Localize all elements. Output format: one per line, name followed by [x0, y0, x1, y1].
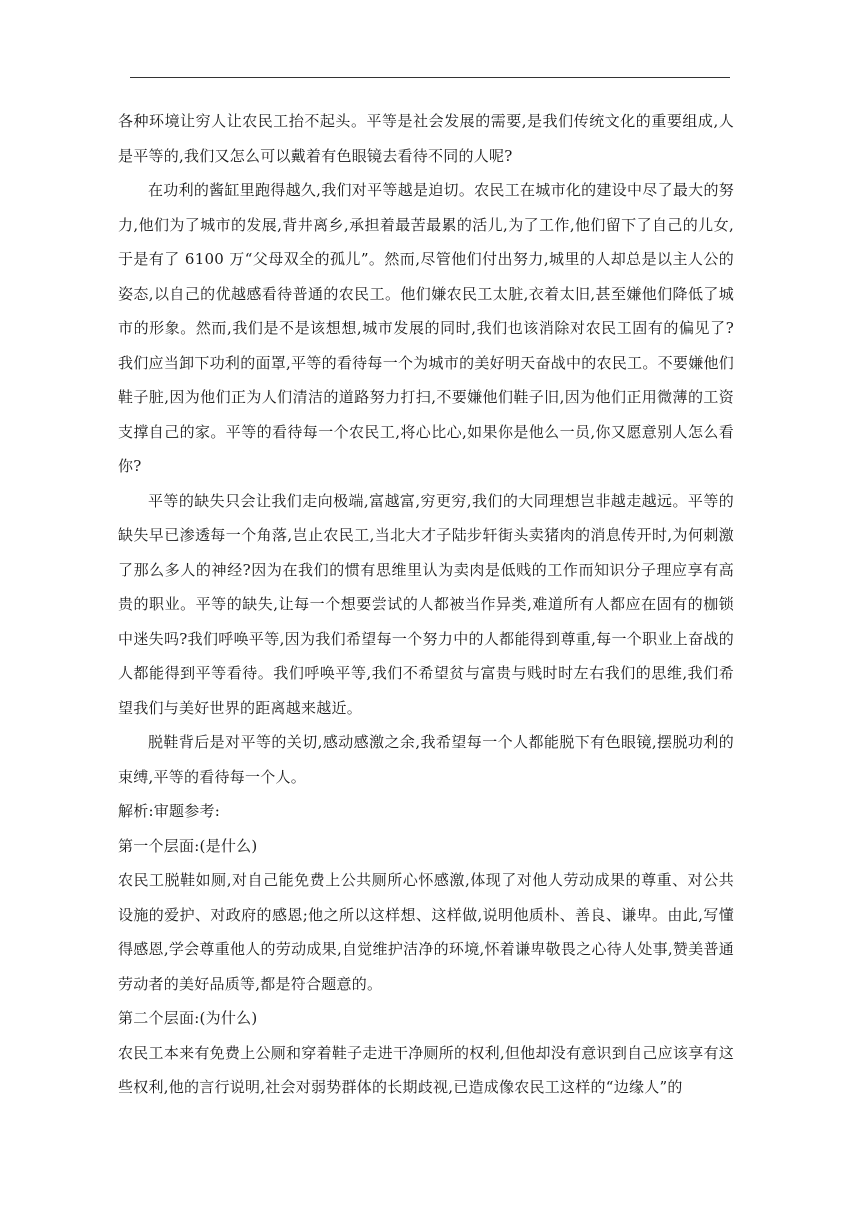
section-heading: 第二个层面:(为什么)	[118, 1009, 258, 1027]
paragraph: 在功利的酱缸里跑得越久,我们对平等越是迫切。农民工在城市化的建设中尽了最大的努力,他们为了城市的发展,背井离乡,承担着最苦最累的活儿,为了工作,他们留下了自己的儿女,于是有了 6100 万“父母双全的孤儿”。然而,尽管他们付出努力,城里的人却总是以主人公的姿态,以自己的优越感看待普通的农民工。他们嫌农民工太脏,衣着太旧,甚至嫌他们降低了城市的形象。然而,我们是不是该想想,城市发展的同时,我们也该消除对农民工固有的偏见了?我们应当卸下功利的面罩,平等的看待每一个为城市的美好明天奋战中的农民工。不要嫌他们鞋子脏,因为他们正为人们清洁的道路努力打扫,不要嫌他们鞋子旧,因为他们正用微薄的工资支撑自己的家。平等的看待每一个农民工,将心比心,如果你是他么一员,你又愿意别人怎么看你?	[118, 181, 734, 475]
paragraph: 农民工本来有免费上公厕和穿着鞋子走进干净厕所的权利,但他却没有意识到自己应该享有这些权利,他的言行说明,社会对弱势群体的长期歧视,已造成像农民工这样的“边缘人”的	[118, 1043, 734, 1096]
document-body	[118, 104, 734, 1105]
paragraph: 农民工脱鞋如厕,对自己能免费上公共厕所心怀感激,体现了对他人劳动成果的尊重、对公共设施的爱护、对政府的感恩;他之所以这样想、这样做,说明他质朴、善良、谦卑。由此,写懂得感恩,学会尊重他人的劳动成果,自觉维护洁净的环境,怀着谦卑敬畏之心待人处事,赞美普通劳动者的美好品质等,都是符合题意的。	[118, 871, 734, 993]
section-heading: 第一个层面:(是什么)	[118, 836, 258, 855]
paragraph: 各种环境让穷人让农民工抬不起头。平等是社会发展的需要,是我们传统文化的重要组成,人是平等的,我们又怎么可以戴着有色眼镜去看待不同的人呢?	[118, 112, 734, 165]
paragraph: 脱鞋背后是对平等的关切,感动感激之余,我希望每一个人都能脱下有色眼镜,摆脱功利的束缚,平等的看待每一个人。	[118, 733, 734, 786]
paragraph: 平等的缺失只会让我们走向极端,富越富,穷更穷,我们的大同理想岂非越走越远。平等的缺失早已渗透每一个角落,岂止农民工,当北大才子陆步轩街头卖猪肉的消息传开时,为何刺激了那么多人的神经?因为在我们的惯有思维里认为卖肉是低贱的工作而知识分子理应享有高贵的职业。平等的缺失,让每一个想要尝试的人都被当作异类,难道所有人都应在固有的枷锁中迷失吗?我们呼唤平等,因为我们希望每一个努力中的人都能得到尊重,每一个职业上奋战的人都能得到平等看待。我们呼唤平等,我们不希望贫与富贵与贱时时左右我们的思维,我们希望我们与美好世界的距离越来越近。	[118, 491, 734, 717]
header-rule	[130, 77, 730, 78]
analysis-heading: 解析:审题参考:	[118, 802, 221, 820]
